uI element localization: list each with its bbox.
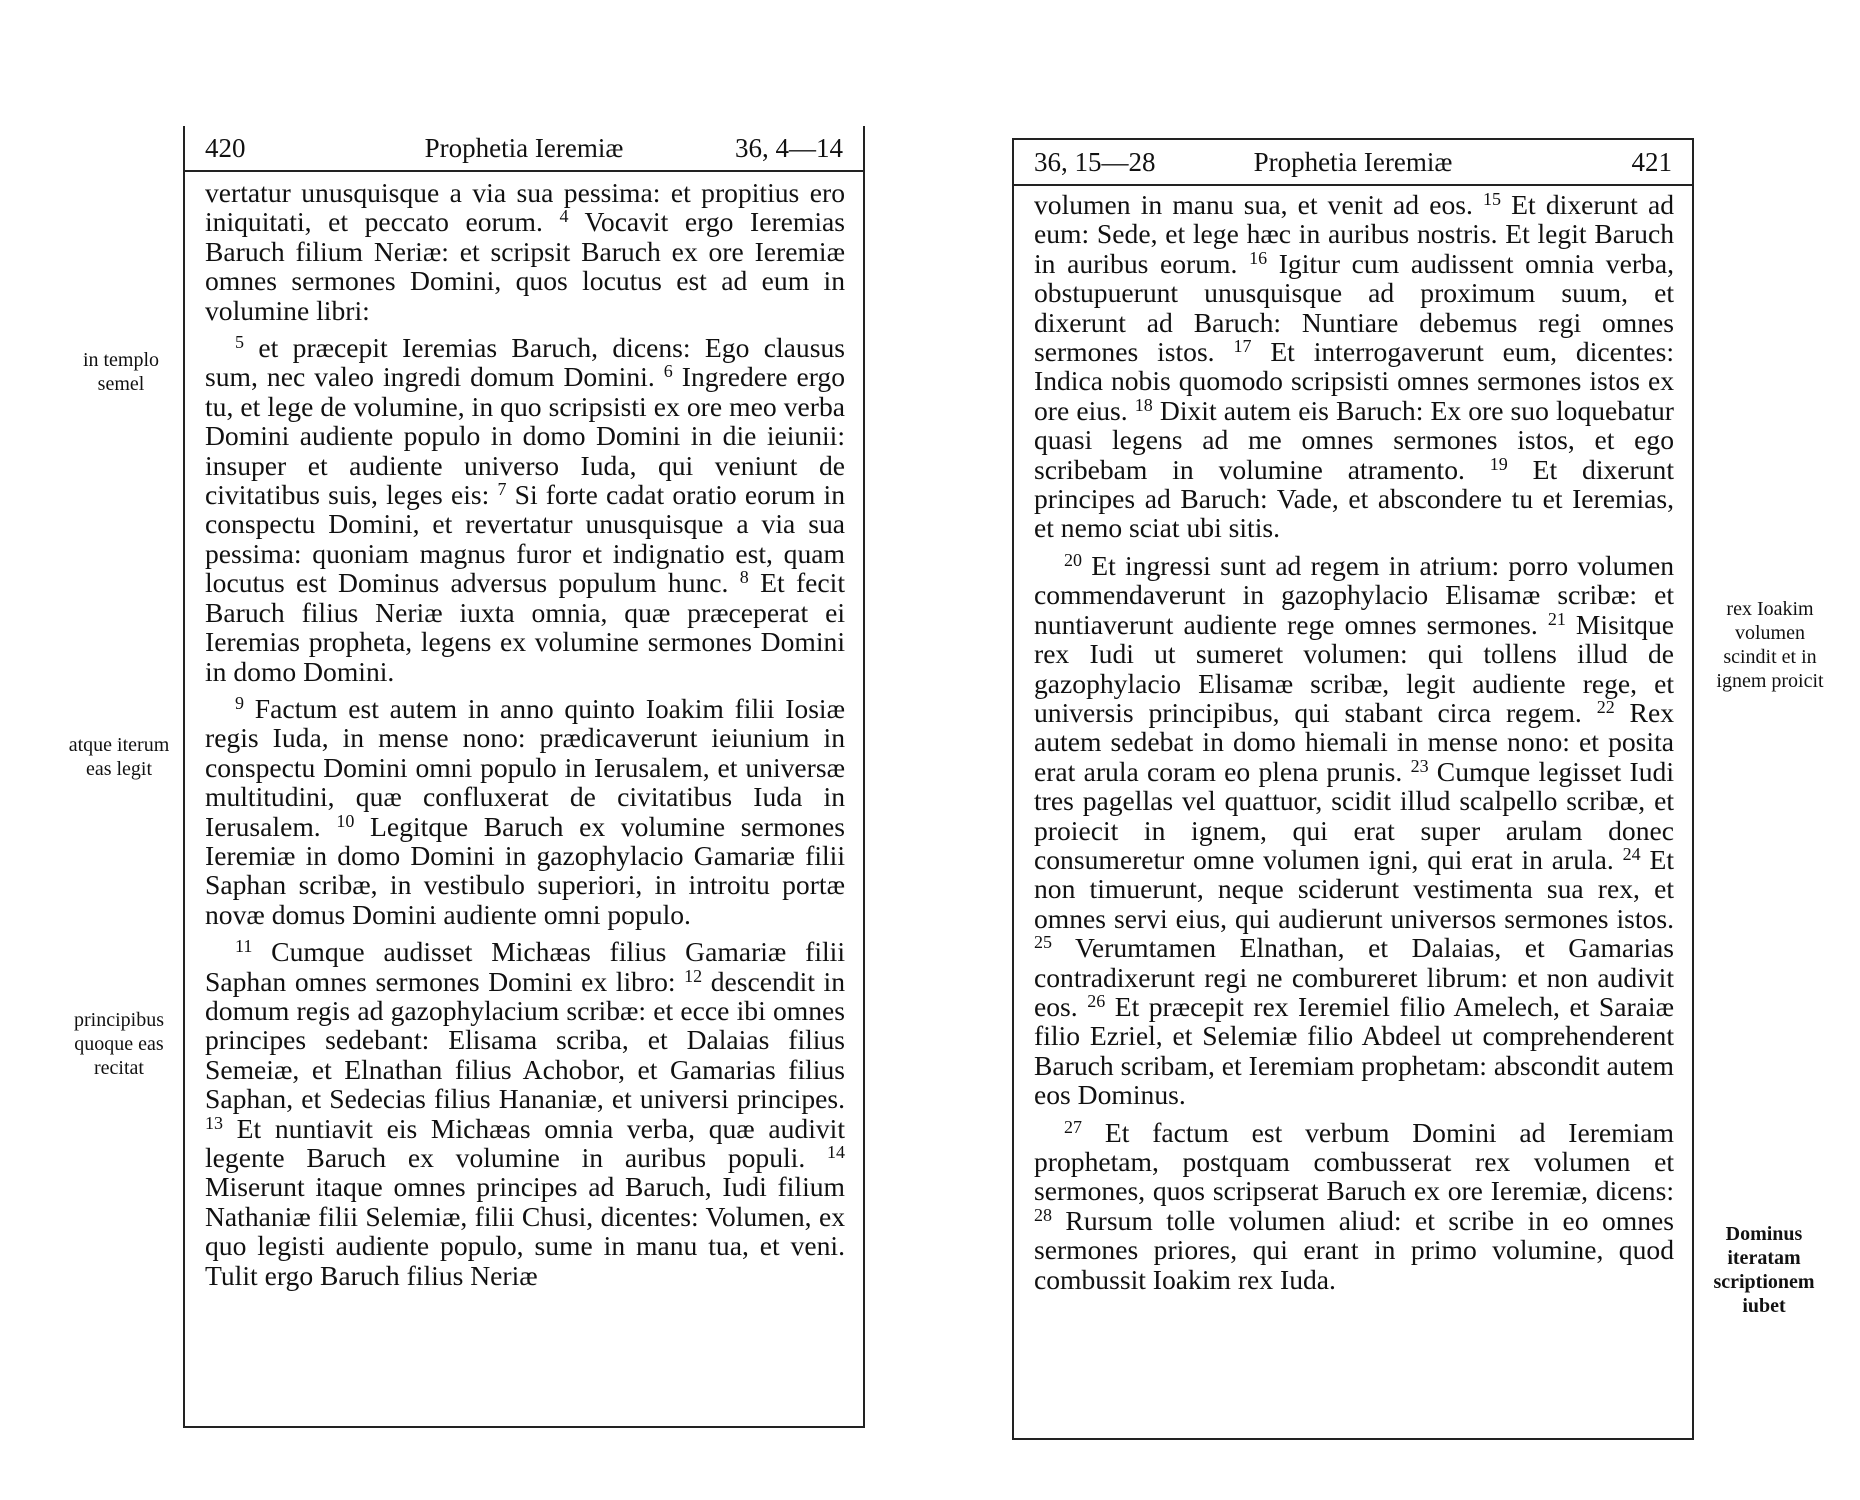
verse-text: Factum est autem in anno quinto Ioakim filii Iosiæ regis Iuda, in mense nono: prædicaverunt ieiunium in conspectu Domini omni populo in Ierusalem, et universæ multitudini, quæ confluxerat de civitatibus Iuda in Ierusalem. (205, 692, 845, 842)
verse-text: Rursum tolle volumen aliud: et scribe in eo omnes sermones priores, qui erant in primo volumine, quod combussit Ioakim rex Iuda. (1034, 1204, 1674, 1295)
verse-text: Legitque Baruch ex volumine sermones Ieremiæ in domo Domini in gazophylacio Gamariæ filii Saphan scribæ, in vestibulo superiori, in introitu portæ novæ domus Domini audiente omni populo. (205, 810, 845, 930)
verse-text: Vocavit ergo Ieremias Baruch filium Neriæ: et scripsit Baruch ex ore Ieremiæ omnes sermones Domini, quos locutus est ad eum in volumine libri: (205, 206, 846, 326)
verse-number: 22 (1596, 696, 1615, 717)
verse-number: 13 (205, 1112, 223, 1133)
verse-number: 20 (1064, 549, 1082, 570)
verse-number: 24 (1622, 843, 1641, 864)
verse-number: 10 (336, 810, 355, 831)
verse-number: 25 (1034, 932, 1052, 953)
running-header-left (185, 126, 863, 172)
chapter-verse-range: 36, 15—28 (1034, 147, 1156, 177)
verse-text: Si forte cadat oratio eorum in conspectu Domini, et revertatur unusquisque a via sua pessima: quoniam magnus furor et indignatio est, quam locutus est Dominus adversus populum hunc. (205, 479, 845, 599)
running-title: Prophetia Ieremiæ (424, 133, 624, 163)
right-body-text (1034, 190, 1674, 1302)
verse-text: Et nuntiavit eis Michæas omnia verba, quæ audivit legente Baruch ex volumine in auribus populi. (205, 1112, 845, 1173)
paragraph (1034, 1118, 1674, 1294)
verse-number: 19 (1489, 453, 1508, 474)
verse-text: Dixit autem eis Baruch: Ex ore suo loquebatur quasi legens ad me omnes sermones istos, et ego scribebam in volumine atramento. (1034, 394, 1674, 485)
paragraph (205, 937, 845, 1290)
chapter-verse-range: 36, 4—14 (735, 133, 843, 163)
right-page (1012, 138, 1694, 1440)
verse-text: Et fecit Baruch filius Neriæ iuxta omnia, quæ præceperat ei Ieremias propheta, legens ex volumine sermones Domini in domo Domini. (205, 567, 845, 687)
verse-number: 16 (1249, 247, 1268, 268)
verse-text: vertatur unusquisque a via sua pessima: et propitius ero iniquitati, et peccato eorum. (205, 177, 845, 238)
verse-text: Igitur cum audissent omnia verba, obstupuerunt unusquisque ad proximum suum, et dixerunt ad Baruch: Nuntiare debemus regi omnes sermones istos. (1034, 247, 1674, 368)
verse-text: Et ingressi sunt ad regem in atrium: porro volumen commendaverunt in gazophylacio Elisamæ scribæ: et nuntiaverunt audiente rege omnes sermones. (1034, 549, 1674, 640)
verse-text: volumen in manu sua, et venit ad eos. (1034, 189, 1484, 220)
verse-number: 18 (1134, 394, 1153, 415)
verse-text: Et factum est verbum Domini ad Ieremiam prophetam, postquam combusserat rex volumen et sermones, quos scripserat Baruch ex ore Ieremiæ, dicens: (1034, 1116, 1674, 1207)
verse-number: 27 (1064, 1116, 1082, 1137)
margin-note: principibus quoque eas recitat (74, 1009, 164, 1079)
verse-number: 21 (1547, 608, 1566, 629)
left-page (183, 126, 865, 1428)
verse-number: 12 (684, 965, 703, 986)
verse-text: Ingredere ergo tu, et lege de volumine, in quo scripsisti ex ore meo verba Domini audiente populo in domo Domini in die ieiunii: insuper et audiente universo Iuda, qui veniunt de civitatibus suis, leges eis: (205, 361, 845, 511)
verse-text: Et præcepit rex Ieremiel filio Amelech, et Saraiæ filio Ezriel, et Selemiæ filio Abdeel ut comprehenderent Baruch scribam, et Ieremiam prophetam: abscondit autem eos Dominus. (1034, 990, 1674, 1111)
verse-text: Et dixerunt principes ad Baruch: Vade, et abscondere tu et Ieremias, et nemo sciat ubi sitis. (1034, 453, 1674, 544)
verse-number: 11 (235, 936, 253, 957)
margin-note: in templo semel (82, 349, 160, 395)
page-number: 420 (205, 133, 246, 163)
verse-number: 23 (1410, 755, 1429, 776)
verse-text: Et interrogaverunt eum, dicentes: Indica nobis quomodo scripsisti omnes sermones istos ex ore eius. (1034, 336, 1674, 426)
paragraph (1034, 551, 1674, 1110)
verse-number: 15 (1483, 189, 1502, 209)
running-title: Prophetia Ieremiæ (1253, 147, 1453, 177)
margin-note: Dominus iteratam scriptionem iubet (1713, 1223, 1815, 1317)
verse-text: Et non timuerunt, neque sciderunt vestimenta sua rex, et omnes servi eius, qui audierunt universos sermones istos. (1034, 843, 1674, 934)
verse-number: 4 (559, 206, 569, 227)
verse-number: 5 (235, 332, 244, 353)
paragraph (1034, 190, 1674, 543)
paragraph (205, 178, 845, 325)
verse-text: Et dixerunt ad eum: Sede, et lege hæc in auribus nostris. Et legit Baruch in auribus eorum. (1034, 189, 1675, 279)
verse-number: 8 (739, 567, 749, 588)
verse-number: 9 (235, 692, 244, 713)
verse-text: Verumtamen Elnathan, et Dalaias, et Gamarias contradixerunt regi ne combureret librum: et non audivit eos. (1034, 932, 1674, 1022)
verse-text: Miserunt itaque omnes principes ad Baruch, Iudi filium Nathaniæ filii Selemiæ, filii Chusi, dicentes: Volumen, ex quo legisti audiente populo, sume in manu tua, et veni. Tulit ergo Baruch filius Neriæ (205, 1171, 845, 1291)
margin-note: rex Ioakim volumen scindit et in ignem proicit (1716, 598, 1824, 692)
verse-number: 14 (827, 1142, 845, 1162)
verse-number: 7 (497, 479, 507, 500)
verse-number: 28 (1034, 1204, 1052, 1225)
verse-text: descendit in domum regis ad gazophylacium scribæ: et ecce ibi omnes principes sedebant: Elisama scriba, et Dalaias filius Semeiæ, et Elnathan filius Achobor, et Gamarias filius Saphan, et Sedecias filius Hananiæ, et universi principes. (205, 965, 845, 1115)
verse-number: 6 (663, 361, 673, 382)
verse-text: et præcepit Ieremias Baruch, dicens: Ego clausus sum, nec valeo ingredi domum Domini. (205, 332, 845, 393)
verse-text: Misitque rex Iudi ut sumeret volumen: qui tollens illud de gazophylacio Elisamæ scribæ, legit audiente rege, et universis principibus, qui stabant circa regem. (1034, 608, 1675, 728)
page-number: 421 (1631, 147, 1672, 177)
verse-text: Rex autem sedebat in domo hiemali in mense nono: et posita erat arula coram eo plena prunis. (1034, 696, 1674, 787)
paragraph (205, 333, 845, 686)
verse-number: 26 (1087, 990, 1106, 1011)
verse-text: Cumque legisset Iudi tres pagellas vel quattuor, scidit illud scalpello scribæ, et proiecit in ignem, qui erat super arulam donec consumeretur omne volumen igni, qui erat in arula. (1034, 755, 1675, 875)
verse-number: 17 (1233, 336, 1252, 357)
paragraph (205, 694, 845, 929)
running-header-right (1014, 138, 1692, 186)
margin-note: atque iterum eas legit (68, 734, 170, 780)
left-body-text (205, 178, 845, 1298)
verse-text: Cumque audisset Michæas filius Gamariæ filii Saphan omnes sermones Domini ex libro: (205, 936, 845, 997)
